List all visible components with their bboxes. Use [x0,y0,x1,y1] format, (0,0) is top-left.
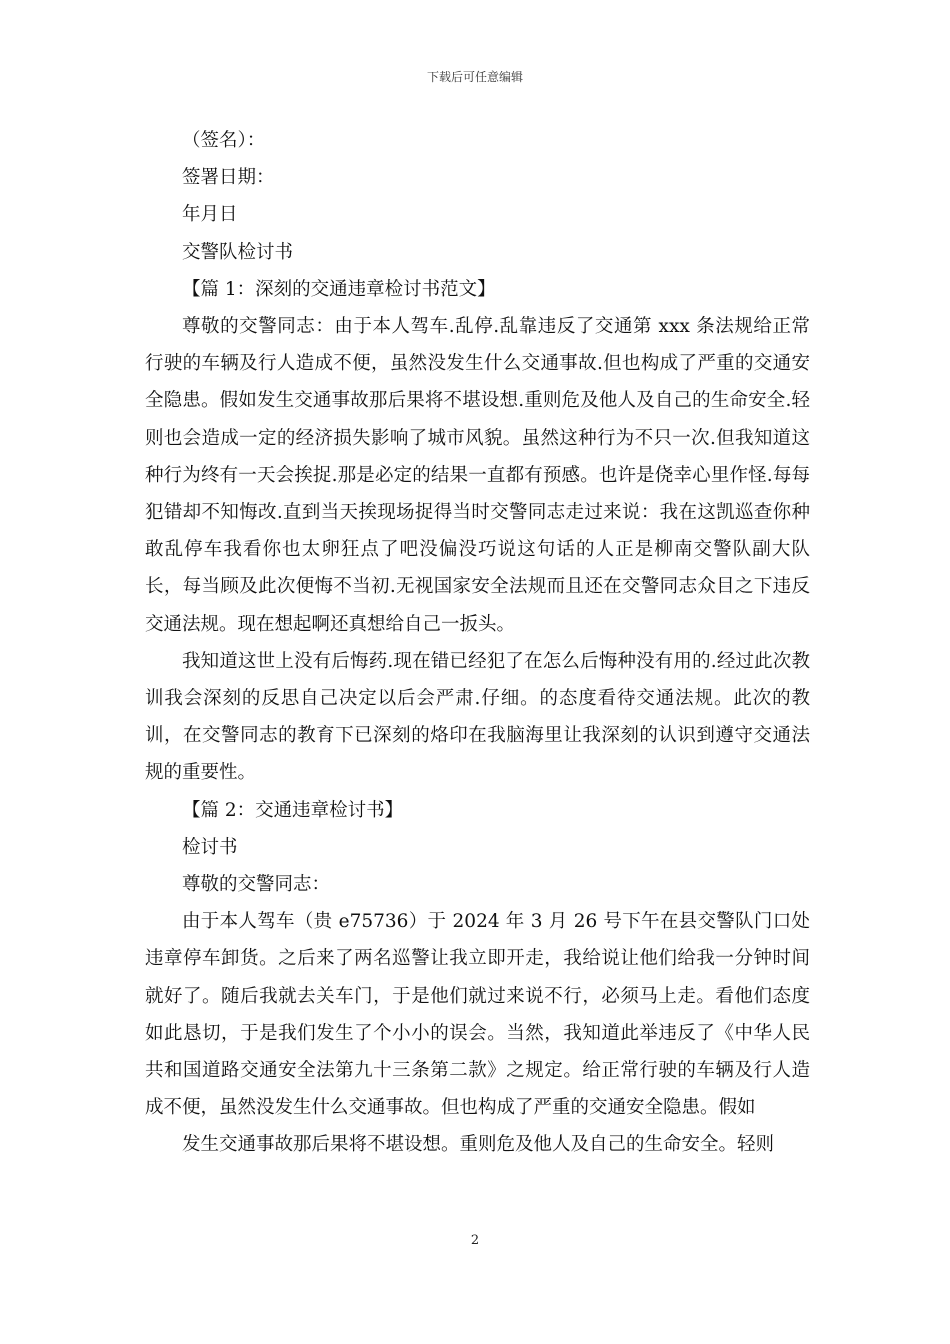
letter-heading: 检讨书 [182,836,238,858]
document-body [145,122,810,1164]
section-heading-1: 【篇 1：深刻的交通违章检讨书范文】 [182,278,496,300]
paragraph-2: 我知道这世上没有后悔药.现在错已经犯了在怎么后悔种没有用的.经过此次教训我会深刻的反思自己决定以后会严肃.仔细。的态度看待交通法规。此次的教训，在交警同志的教育下已深刻的烙印在我脑海里让我深刻的认识到遵守交通法规的重要性。 [145,650,810,784]
paragraph-4: 发生交通事故那后果将不堪设想。重则危及他人及自己的生命安全。轻则 [182,1134,775,1156]
paragraph-1: 尊敬的交警同志：由于本人驾车.乱停.乱靠违反了交通第 xxx 条法规给正常行驶的车辆及行人造成不便，虽然没发生什么交通事故.但也构成了严重的交通安全隐患。假如发生交通事故那后果将不堪设想.重则危及他人及自己的生命安全.轻则也会造成一定的经济损失影响了城市风貌。虽然这种行为不只一次.但我知道这种行为终有一天会挨捉.那是必定的结果一直都有预感。也许是侥幸心里作怪.每每犯错却不知悔改.直到当天挨现场捉得当时交警同志走过来说：我在这凯巡查你种敢乱停车我看你也太卵狂点了吧没偏没巧说这句话的人正是柳南交警队副大队长，每当顾及此次便悔不当初.无视国家安全法规而且还在交警同志众目之下违反交通法规。现在想起啊还真想给自己一扳头。 [145,316,810,635]
document-title: 交警队检讨书 [182,241,294,263]
salutation: 尊敬的交警同志： [182,874,331,896]
paragraph-3: 由于本人驾车（贵 e75736）于 2024 年 3 月 26 号下午在县交警队门口处违章停车卸货。之后来了两名巡警让我立即开走，我给说让他们给我一分钟时间就好了。随后我就去关车门，于是他们就过来说不行，必须马上走。看他们态度如此恳切，于是我们发生了个小小的误会。当然，我知道此举违反了《中华人民共和国道路交通安全法第九十三条第二款》之规定。给正常行驶的车辆及行人造成不便，虽然没发生什么交通事故。但也构成了严重的交通安全隐患。假如 [145,911,810,1119]
page-header: 下载后可任意编辑 [426,70,523,84]
page-number: 2 [470,1233,480,1248]
date-line: 年月日 [182,204,238,226]
sign-date-line: 签署日期： [182,167,275,189]
signature-line: （签名）： [182,130,266,151]
section-heading-2: 【篇 2：交通违章检讨书】 [182,799,404,821]
